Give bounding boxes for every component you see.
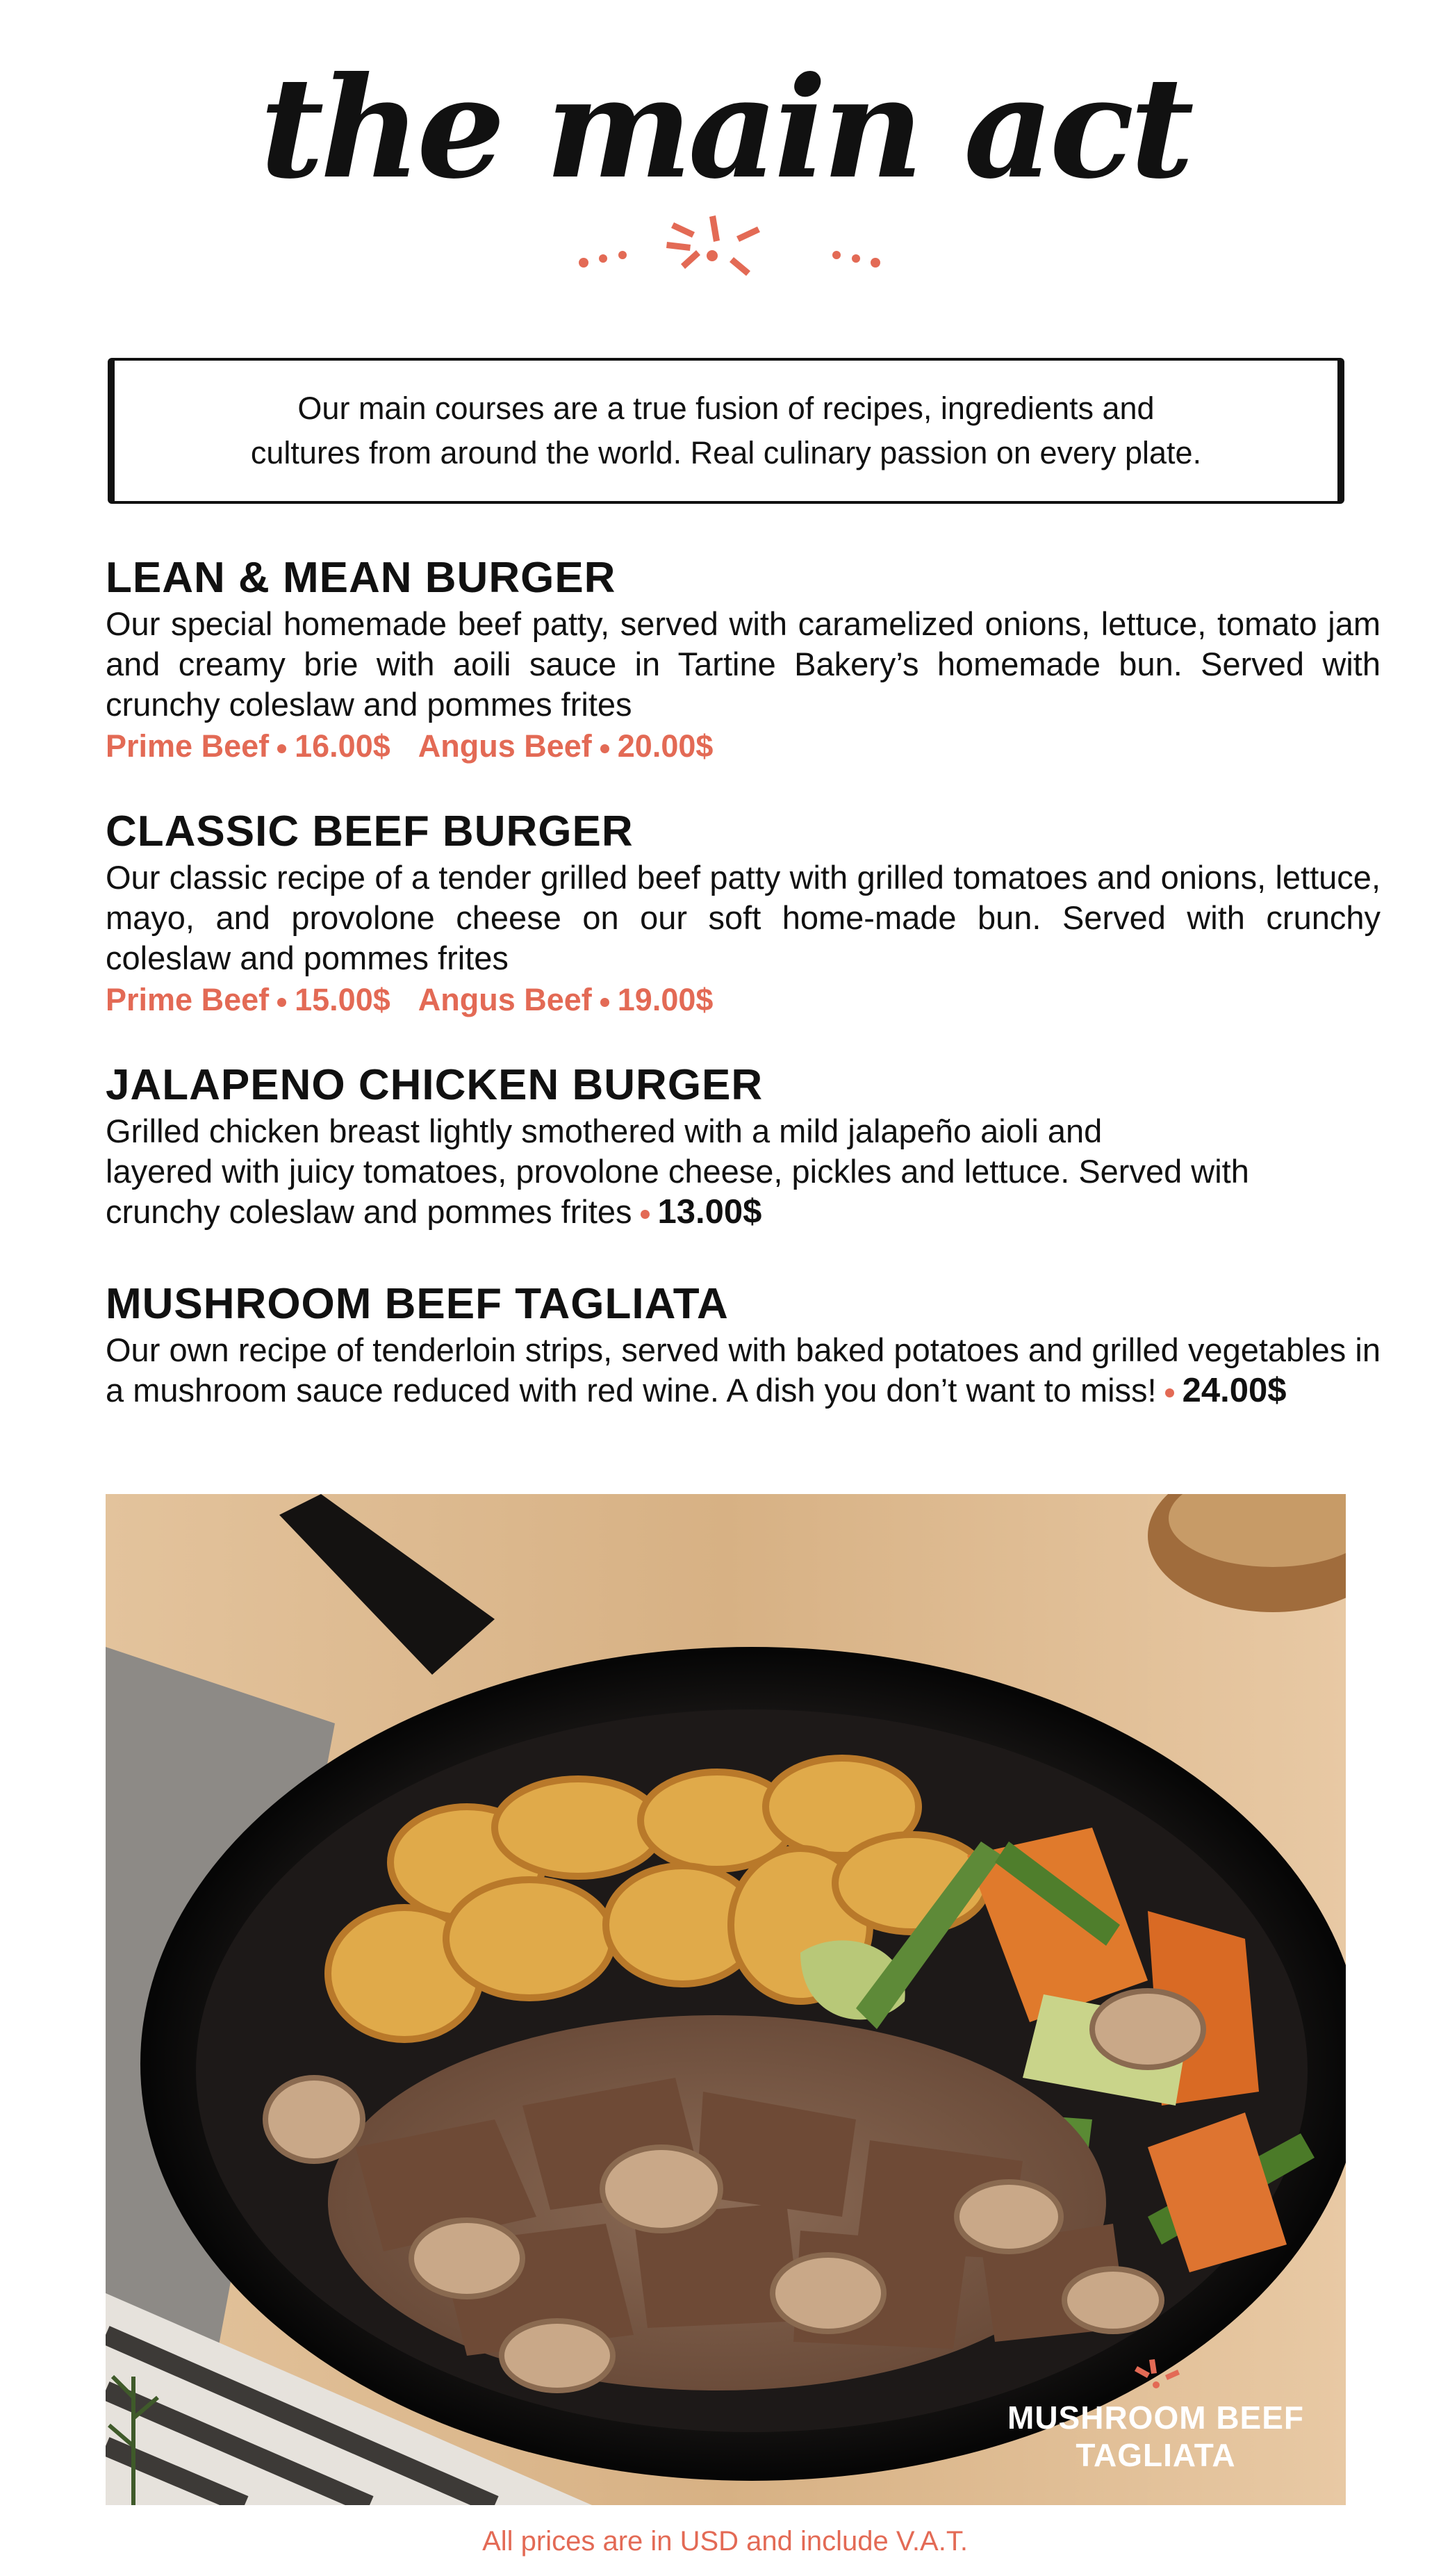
description-line [106,1192,1381,1232]
bullet-dot-icon [277,744,286,753]
price-label: Angus Beef [418,982,592,1017]
intro-box [108,358,1344,504]
page-title: the main act [260,47,1190,210]
bullet-dot-icon [641,1210,650,1219]
menu-item-lean-mean-burger [106,552,1381,768]
description-text: crunchy coleslaw and pommes frites [106,1193,632,1230]
price-value: 20.00$ [617,728,714,764]
menu-item-jalapeno-chicken-burger [106,1060,1381,1232]
price-label: Prime Beef [106,728,270,764]
price-value: 13.00$ [657,1193,762,1231]
item-description [106,1111,1381,1232]
bullet-dot-icon [600,744,609,753]
price-value: 15.00$ [295,982,390,1017]
photo-caption-line-1: MUSHROOM BEEF [1007,2399,1304,2436]
skillet-dish-image [106,1494,1346,2505]
photo-caption-line-2: TAGLIATA [1076,2437,1236,2473]
item-description: Our special homemade beef patty, served with caramelized onions, lettuce, tomato jam and creamy brie with aoili sauce in Tartine Bakery’s homemade bun. Served with crunchy coleslaw and pommes frites [106,605,1381,723]
footer-note: All prices are in USD and include V.A.T. [482,2526,968,2557]
item-description: Our classic recipe of a tender grilled beef patty with grilled tomatoes and onions, lettuce, mayo, and provolone cheese on our soft home-made bun. Served with crunchy coleslaw and pommes frites [106,859,1381,976]
price-value: 19.00$ [617,982,714,1017]
menu-item-mushroom-beef-tagliata [106,1279,1381,1411]
price-value: 16.00$ [295,728,390,764]
intro-line-1: Our main courses are a true fusion of recipes, ingredients and [297,391,1155,426]
menu-item-classic-beef-burger [106,806,1381,1022]
price-label: Angus Beef [418,728,592,764]
item-title: MUSHROOM BEEF TAGLIATA [106,1280,729,1328]
bullet-dot-icon [600,998,609,1007]
decorative-flourish-icon [570,208,889,285]
intro-line-2: cultures from around the world. Real culinary passion on every plate. [250,435,1202,470]
photo-caption [1007,2399,1304,2474]
bullet-dot-icon [1165,1388,1174,1397]
price-row [106,725,1381,768]
dish-photo [106,1494,1346,2505]
price-label: Prime Beef [106,982,270,1017]
item-description [106,1330,1381,1411]
description-line: Grilled chicken breast lightly smothered with a mild jalapeño aioli and [106,1113,1103,1149]
item-title: JALAPENO CHICKEN BURGER [106,1061,764,1109]
item-title: LEAN & MEAN BURGER [106,554,616,602]
description-line: layered with juicy tomatoes, provolone cheese, pickles and lettuce. Served with [106,1153,1249,1190]
price-value: 24.00$ [1182,1372,1287,1409]
bullet-dot-icon [277,998,286,1007]
price-row [106,978,1381,1022]
description-text: Our own recipe of tenderloin strips, served with baked potatoes and grilled vegetables in a mushroom sauce reduced with red wine. A dish you don’t want to miss! [106,1331,1381,1409]
item-title: CLASSIC BEEF BURGER [106,807,634,855]
